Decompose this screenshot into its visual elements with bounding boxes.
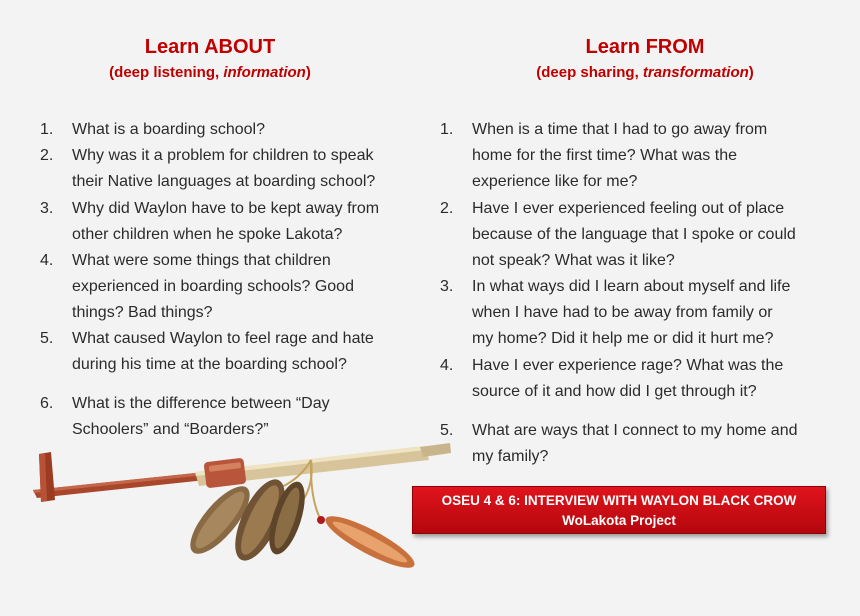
question-line: my family? bbox=[472, 448, 549, 465]
right-subtitle bbox=[430, 64, 860, 81]
question-number: 1. bbox=[440, 121, 454, 138]
question-line: their Native languages at boarding school? bbox=[72, 173, 376, 190]
question-line: What is a boarding school? bbox=[72, 121, 265, 138]
right-title: Learn FROM bbox=[585, 36, 705, 58]
question-line: What caused Waylon to feel rage and hate bbox=[72, 330, 374, 347]
question-line: source of it and how did I get through it? bbox=[472, 383, 757, 400]
question-number: 5. bbox=[440, 422, 454, 439]
question-number: 6. bbox=[40, 395, 54, 412]
left-subtitle-prefix: (deep listening, bbox=[109, 64, 224, 81]
title-banner bbox=[412, 486, 826, 534]
question-line: Schoolers” and “Boarders?” bbox=[72, 421, 269, 438]
feathers bbox=[181, 473, 420, 577]
left-subtitle bbox=[0, 64, 420, 81]
question-line: other children when he spoke Lakota? bbox=[72, 226, 343, 243]
question-line: When is a time that I had to go away from bbox=[472, 121, 768, 138]
banner-line-1: OSEU 4 & 6: INTERVIEW WITH WAYLON BLACK CROW bbox=[441, 493, 797, 508]
question-line: things? Bad things? bbox=[72, 304, 213, 321]
question-number: 5. bbox=[40, 330, 54, 347]
question-number: 3. bbox=[440, 278, 454, 295]
question-number: 1. bbox=[40, 121, 54, 138]
left-subtitle-emph: information bbox=[223, 64, 306, 81]
question-line: Why did Waylon have to be kept away from bbox=[72, 200, 380, 217]
question-line: What is the difference between “Day bbox=[72, 395, 330, 412]
right-subtitle-suffix: ) bbox=[748, 64, 754, 81]
left-subtitle-suffix: ) bbox=[305, 64, 311, 81]
left-title: Learn ABOUT bbox=[144, 36, 276, 58]
question-line: Why was it a problem for children to speak bbox=[72, 147, 374, 164]
question-line: What are ways that I connect to my home and bbox=[472, 422, 798, 439]
question-line: my home? Did it help me or did it hurt me? bbox=[472, 330, 774, 347]
question-line: not speak? What was it like? bbox=[472, 252, 675, 269]
question-line: during his time at the boarding school? bbox=[72, 356, 347, 373]
right-subtitle-prefix: (deep sharing, bbox=[536, 64, 643, 81]
question-number: 4. bbox=[440, 357, 454, 374]
question-number: 2. bbox=[40, 147, 54, 164]
right-subtitle-emph: transformation bbox=[642, 64, 749, 81]
question-line: experienced in boarding schools? Good bbox=[72, 278, 354, 295]
banner-line-2: WoLakota Project bbox=[562, 513, 676, 528]
question-line: experience like for me? bbox=[472, 173, 638, 190]
pipe-with-feathers-icon bbox=[25, 420, 455, 580]
question-line: Have I ever experienced feeling out of place bbox=[472, 200, 785, 217]
question-line: because of the language that I spoke or could bbox=[472, 226, 796, 243]
question-line: when I have had to be away from family or bbox=[472, 304, 773, 321]
question-line: What were some things that children bbox=[72, 252, 331, 269]
question-line: Have I ever experience rage? What was the bbox=[472, 357, 784, 374]
question-number: 2. bbox=[440, 200, 454, 217]
question-number: 3. bbox=[40, 200, 54, 217]
question-number: 4. bbox=[40, 252, 54, 269]
question-line: In what ways did I learn about myself and life bbox=[472, 278, 791, 295]
question-line: home for the first time? What was the bbox=[472, 147, 737, 164]
